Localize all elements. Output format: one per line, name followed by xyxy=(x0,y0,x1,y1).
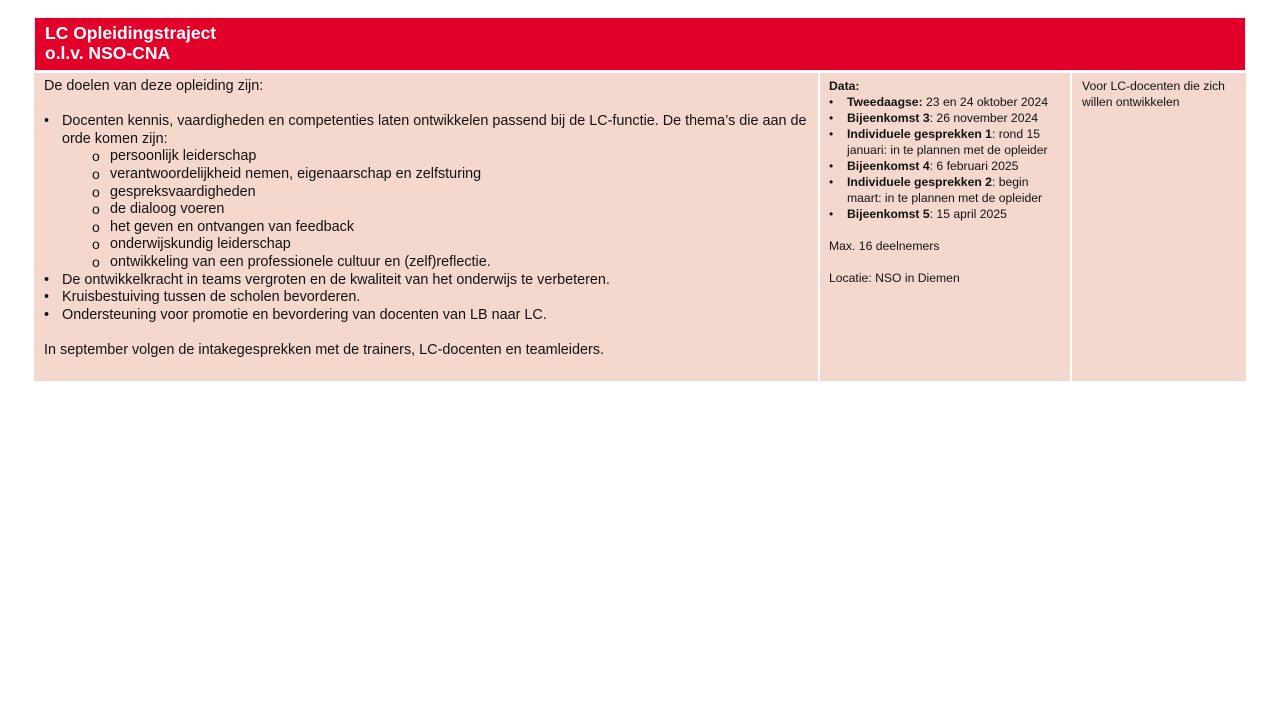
date-label: Bijeenkomst 3 xyxy=(847,111,930,125)
sub-bullet-mark: o xyxy=(92,165,100,182)
sub-bullet-mark: o xyxy=(92,236,100,253)
sub-bullet-mark: o xyxy=(92,218,100,235)
date-item xyxy=(829,94,1060,110)
location-text: Locatie: NSO in Diemen xyxy=(829,271,960,285)
theme-item xyxy=(44,184,808,202)
bullet-mark: • xyxy=(829,159,834,173)
max-participants: Max. 16 deelnemers xyxy=(829,239,940,253)
date-text: : rond 15 januari: in te plannen met de opleider xyxy=(847,127,1048,157)
date-text: : 6 februari 2025 xyxy=(929,159,1019,173)
date-item xyxy=(829,174,1060,206)
table-header xyxy=(34,17,1246,71)
date-text: 23 en 24 oktober 2024 xyxy=(922,95,1049,109)
theme-text: verantwoordelijkheid nemen, eigenaarschap en zelfsturing xyxy=(110,165,482,182)
goal-item xyxy=(44,272,808,290)
theme-item xyxy=(44,254,808,272)
goal-text: Docenten kennis, vaardigheden en competenties laten ontwikkelen passend bij de LC-functie. De thema’s die aan de orde komen zijn: xyxy=(62,113,807,147)
theme-text: het geven en ontvangen van feedback xyxy=(110,218,355,235)
title-line-2: o.l.v. NSO-CNA xyxy=(45,43,171,63)
date-text: : 15 april 2025 xyxy=(929,207,1007,221)
date-item xyxy=(829,206,1060,222)
theme-item xyxy=(44,166,808,184)
bullet-mark: • xyxy=(44,271,50,288)
closing-text: In september volgen de intakegesprekken met de trainers, LC-docenten en teamleiders. xyxy=(44,341,604,358)
goal-item xyxy=(44,113,808,148)
dates-cell xyxy=(820,73,1070,381)
date-text: : begin maart: in te plannen met de opleider xyxy=(847,175,1043,205)
theme-text: persoonlijk leiderschap xyxy=(110,148,257,165)
theme-text: gespreksvaardigheden xyxy=(110,183,256,200)
date-label: Individuele gesprekken 2 xyxy=(847,175,992,189)
target-cell xyxy=(1072,73,1246,381)
date-label: Individuele gesprekken 1 xyxy=(847,127,992,141)
goals-intro: De doelen van deze opleiding zijn: xyxy=(44,78,264,94)
theme-item xyxy=(44,219,808,237)
goals-cell xyxy=(34,73,818,381)
goal-text: Kruisbestuiving tussen de scholen bevorderen. xyxy=(62,289,361,306)
goal-text: Ondersteuning voor promotie en bevordering van docenten van LB naar LC. xyxy=(62,306,547,323)
bullet-mark: • xyxy=(44,306,50,323)
theme-text: ontwikkeling van een professionele cultuur en (zelf)reflectie. xyxy=(110,253,491,270)
title-line-1: LC Opleidingstraject xyxy=(45,23,217,43)
theme-text: onderwijskundig leiderschap xyxy=(110,236,291,253)
bullet-mark: • xyxy=(829,207,834,221)
table-body-row xyxy=(34,73,1246,381)
bullet-mark: • xyxy=(44,289,50,306)
theme-text: de dialoog voeren xyxy=(110,201,225,218)
sub-bullet-mark: o xyxy=(92,253,100,270)
goal-item xyxy=(44,289,808,307)
date-label: Bijeenkomst 4 xyxy=(847,159,930,173)
date-label: Tweedaagse: xyxy=(847,95,923,109)
date-item xyxy=(829,110,1060,126)
sub-bullet-mark: o xyxy=(92,201,100,218)
bullet-mark: • xyxy=(44,113,50,130)
date-label: Bijeenkomst 5 xyxy=(847,207,930,221)
bullet-mark: • xyxy=(829,95,834,109)
bullet-mark: • xyxy=(829,175,834,189)
goal-item xyxy=(44,307,808,325)
sub-bullet-mark: o xyxy=(92,148,100,165)
sub-bullet-mark: o xyxy=(92,183,100,200)
dates-heading: Data: xyxy=(829,79,860,93)
bullet-mark: • xyxy=(829,111,834,125)
theme-item xyxy=(44,148,808,166)
goal-text: De ontwikkelkracht in teams vergroten en de kwaliteit van het onderwijs te verbeteren. xyxy=(62,271,610,288)
date-item xyxy=(829,158,1060,174)
target-text: Voor LC-docenten die zich willen ontwikkelen xyxy=(1082,79,1225,109)
date-item xyxy=(829,126,1060,158)
theme-item xyxy=(44,236,808,254)
date-text: : 26 november 2024 xyxy=(929,111,1039,125)
bullet-mark: • xyxy=(829,127,834,141)
theme-item xyxy=(44,201,808,219)
